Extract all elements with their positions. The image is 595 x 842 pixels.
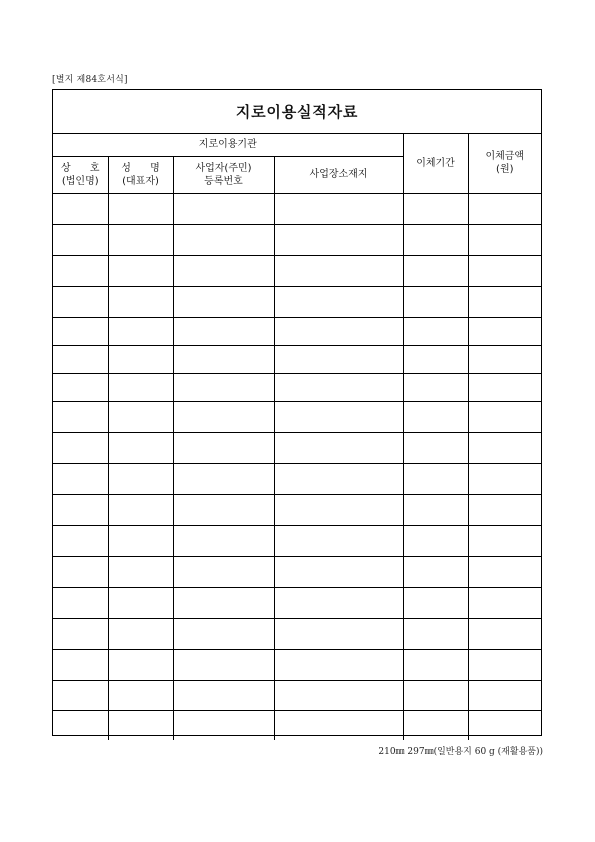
table-cell[interactable] <box>53 463 108 494</box>
table-cell[interactable] <box>403 317 468 345</box>
table-row <box>53 587 541 618</box>
table-row <box>53 618 541 649</box>
table-cell[interactable] <box>53 494 108 525</box>
table-cell[interactable] <box>173 193 274 224</box>
table-cell[interactable] <box>108 494 173 525</box>
table-row <box>53 525 541 556</box>
table-cell[interactable] <box>173 317 274 345</box>
table-cell[interactable] <box>468 193 541 224</box>
table-cell[interactable] <box>173 710 274 740</box>
table-cell[interactable] <box>274 587 403 618</box>
registration-label-1: 사업자(주민) <box>195 162 252 174</box>
transfer-period-header: 이체기간 <box>403 134 468 193</box>
table-cell[interactable] <box>108 649 173 680</box>
table-row <box>53 494 541 525</box>
table-cell[interactable] <box>403 587 468 618</box>
table-cell[interactable] <box>468 556 541 587</box>
table-cell[interactable] <box>173 345 274 373</box>
table-cell[interactable] <box>403 494 468 525</box>
table-row <box>53 710 541 740</box>
table-row <box>53 317 541 345</box>
table-cell[interactable] <box>53 587 108 618</box>
table-cell[interactable] <box>403 373 468 401</box>
representative-header <box>108 156 173 193</box>
table-cell[interactable] <box>274 463 403 494</box>
form-number: [별지 제84호서식] <box>52 75 128 85</box>
form-frame <box>52 89 542 736</box>
table-cell[interactable] <box>403 255 468 286</box>
paper-spec-note: 210㎜ 297㎜(일반용지 60 g (재활용품)) <box>378 747 543 757</box>
table-cell[interactable] <box>108 224 173 255</box>
table-cell[interactable] <box>403 463 468 494</box>
table-cell[interactable] <box>274 255 403 286</box>
table-row <box>53 286 541 317</box>
table-cell[interactable] <box>173 680 274 710</box>
table-cell[interactable] <box>53 710 108 740</box>
table-row <box>53 680 541 710</box>
table-cell[interactable] <box>108 463 173 494</box>
business-name-header <box>53 156 108 193</box>
table-row <box>53 556 541 587</box>
table-cell[interactable] <box>468 345 541 373</box>
table-row <box>53 345 541 373</box>
table-cell[interactable] <box>53 317 108 345</box>
table-row <box>53 649 541 680</box>
table-cell[interactable] <box>108 556 173 587</box>
table-cell[interactable] <box>274 710 403 740</box>
table-row <box>53 373 541 401</box>
table-cell[interactable] <box>274 193 403 224</box>
table-cell[interactable] <box>108 618 173 649</box>
table-cell[interactable] <box>173 224 274 255</box>
table-cell[interactable] <box>468 401 541 432</box>
table-cell[interactable] <box>274 224 403 255</box>
table-cell[interactable] <box>53 680 108 710</box>
table-cell[interactable] <box>173 525 274 556</box>
corporation-name-label: (법인명) <box>61 175 99 187</box>
table-cell[interactable] <box>274 618 403 649</box>
document-title: 지로이용실적자료 <box>235 103 359 121</box>
table-cell[interactable] <box>173 286 274 317</box>
table-cell[interactable] <box>468 680 541 710</box>
table-cell[interactable] <box>274 401 403 432</box>
table-cell[interactable] <box>274 432 403 463</box>
table-cell[interactable] <box>403 401 468 432</box>
table-cell[interactable] <box>173 463 274 494</box>
table-cell[interactable] <box>53 618 108 649</box>
table-cell[interactable] <box>468 710 541 740</box>
title-row <box>53 90 541 134</box>
table-cell[interactable] <box>274 286 403 317</box>
table-body <box>53 193 541 740</box>
table-cell[interactable] <box>53 401 108 432</box>
table-cell[interactable] <box>53 193 108 224</box>
table-cell[interactable] <box>108 193 173 224</box>
table-cell[interactable] <box>108 680 173 710</box>
table-cell[interactable] <box>468 463 541 494</box>
table-cell[interactable] <box>468 587 541 618</box>
table-cell[interactable] <box>468 317 541 345</box>
table-cell[interactable] <box>53 255 108 286</box>
table-cell[interactable] <box>274 649 403 680</box>
table-cell[interactable] <box>468 224 541 255</box>
table-cell[interactable] <box>173 587 274 618</box>
table-cell[interactable] <box>173 618 274 649</box>
table-cell[interactable] <box>108 317 173 345</box>
table-cell[interactable] <box>403 680 468 710</box>
table-cell[interactable] <box>274 556 403 587</box>
business-name-label: 상 호 <box>61 162 108 174</box>
table-row <box>53 255 541 286</box>
table-cell[interactable] <box>53 556 108 587</box>
table-cell[interactable] <box>173 494 274 525</box>
table-cell[interactable] <box>173 649 274 680</box>
table-cell[interactable] <box>173 432 274 463</box>
table-cell[interactable] <box>108 373 173 401</box>
table-row <box>53 401 541 432</box>
table-cell[interactable] <box>403 345 468 373</box>
table-cell[interactable] <box>108 525 173 556</box>
table-cell[interactable] <box>403 710 468 740</box>
table-row <box>53 463 541 494</box>
table-cell[interactable] <box>468 649 541 680</box>
table-cell[interactable] <box>108 345 173 373</box>
table-cell[interactable] <box>274 373 403 401</box>
table-cell[interactable] <box>173 556 274 587</box>
table-cell[interactable] <box>403 224 468 255</box>
table-cell[interactable] <box>173 401 274 432</box>
table-cell[interactable] <box>108 286 173 317</box>
table-cell[interactable] <box>53 649 108 680</box>
name-label: 성 명 <box>121 162 168 174</box>
table-cell[interactable] <box>468 432 541 463</box>
giro-institution-header: 지로이용기관 <box>53 134 403 156</box>
table-cell[interactable] <box>108 710 173 740</box>
amount-unit: (원) <box>496 164 514 176</box>
registration-number-header <box>173 156 274 193</box>
table-cell[interactable] <box>53 224 108 255</box>
table-row <box>53 193 541 224</box>
table-cell[interactable] <box>468 286 541 317</box>
table-row <box>53 432 541 463</box>
table-cell[interactable] <box>274 494 403 525</box>
table-cell[interactable] <box>274 525 403 556</box>
table-row <box>53 224 541 255</box>
table-cell[interactable] <box>173 373 274 401</box>
table-cell[interactable] <box>403 286 468 317</box>
table-cell[interactable] <box>53 345 108 373</box>
table-cell[interactable] <box>108 432 173 463</box>
table-cell[interactable] <box>403 525 468 556</box>
table-cell[interactable] <box>403 556 468 587</box>
table-cell[interactable] <box>403 432 468 463</box>
table-cell[interactable] <box>468 255 541 286</box>
amount-label: 이체금액 <box>485 151 525 163</box>
table-cell[interactable] <box>468 373 541 401</box>
table-cell[interactable] <box>468 618 541 649</box>
table-cell[interactable] <box>274 345 403 373</box>
table-cell[interactable] <box>468 525 541 556</box>
table-cell[interactable] <box>403 649 468 680</box>
table-cell[interactable] <box>108 401 173 432</box>
table-cell[interactable] <box>403 193 468 224</box>
table-cell[interactable] <box>173 255 274 286</box>
transfer-amount-header <box>468 134 541 193</box>
table-cell[interactable] <box>53 432 108 463</box>
table-cell[interactable] <box>274 680 403 710</box>
table-cell[interactable] <box>53 286 108 317</box>
table-cell[interactable] <box>108 255 173 286</box>
records-table <box>53 134 541 740</box>
registration-label-2: 등록번호 <box>204 175 243 187</box>
table-cell[interactable] <box>108 587 173 618</box>
table-cell[interactable] <box>403 618 468 649</box>
table-cell[interactable] <box>274 317 403 345</box>
table-cell[interactable] <box>53 373 108 401</box>
table-cell[interactable] <box>468 494 541 525</box>
representative-label: (대표자) <box>122 175 159 187</box>
table-cell[interactable] <box>53 525 108 556</box>
business-address-header: 사업장소재지 <box>274 156 403 193</box>
